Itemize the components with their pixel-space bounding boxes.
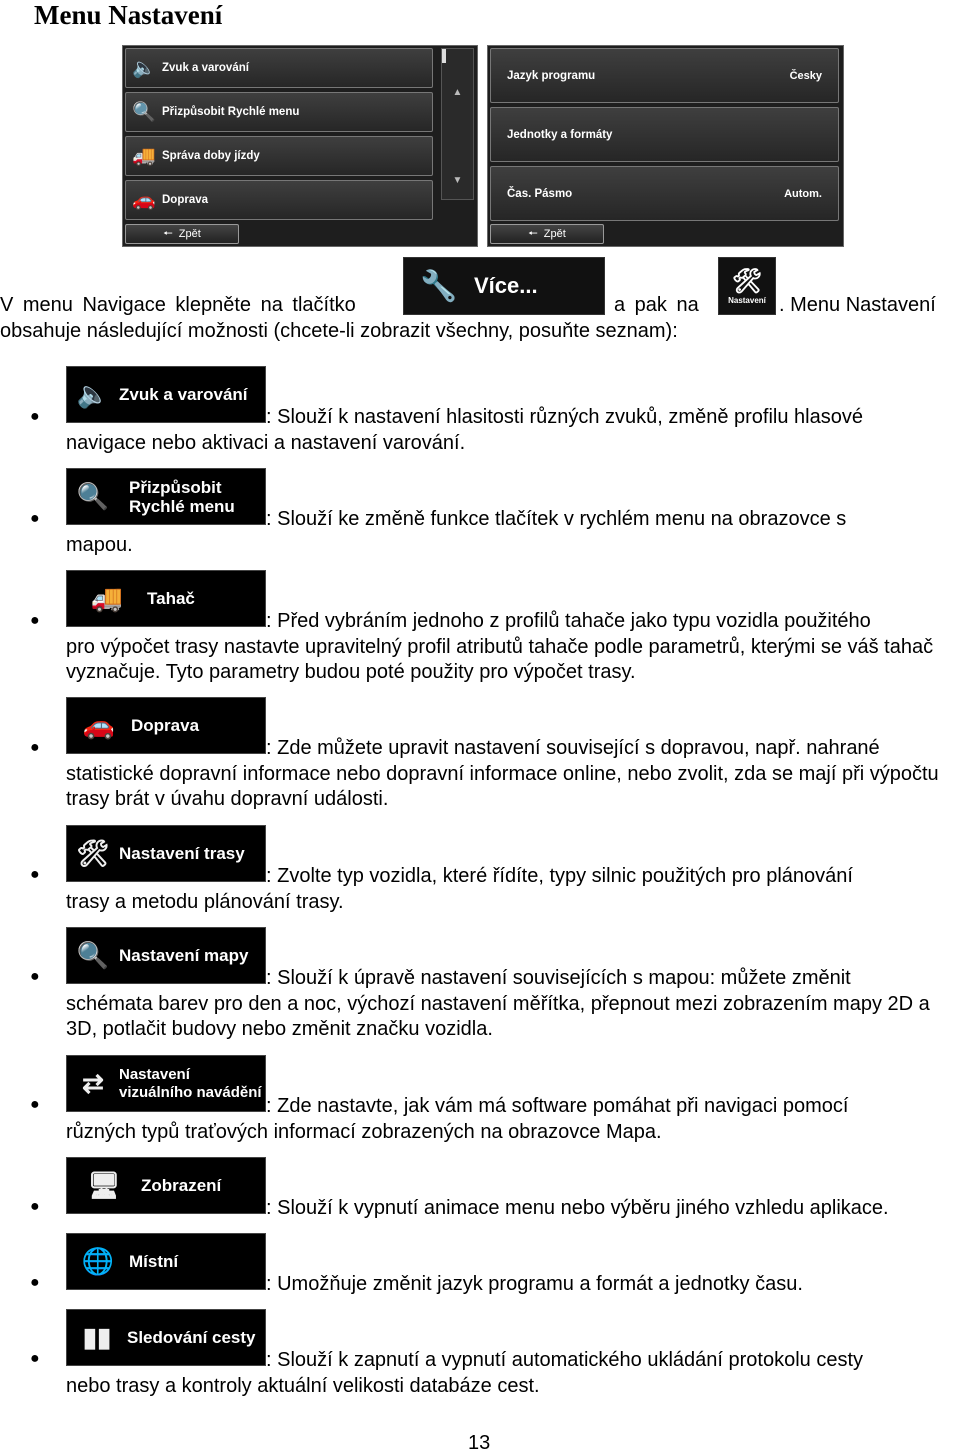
- globe-icon: 🌐: [81, 1246, 115, 1276]
- menu-row-units[interactable]: Jednotky a formáty: [490, 107, 839, 162]
- map-settings-button[interactable]: 🔍 Nastavení mapy: [66, 927, 266, 984]
- magnifier-wrench-icon: 🔍: [76, 481, 110, 511]
- turn-arrows-icon: ⇄: [82, 1068, 104, 1098]
- intro-line-2: obsahuje následující možnosti (chcete-li zobrazit všechny, posuňte seznam):: [0, 320, 678, 342]
- arrow-left-icon: 🠔: [528, 227, 538, 240]
- wrench-hand-icon: 🔧: [420, 269, 458, 303]
- back-button[interactable]: 🠔 Zpět: [125, 224, 239, 244]
- settings-screen-left: [122, 45, 478, 247]
- more-button[interactable]: 🔧 Více...: [403, 257, 605, 315]
- scrollbar[interactable]: [441, 48, 474, 200]
- monitor-icon: 🖥: [87, 1170, 121, 1200]
- menu-row-timezone[interactable]: Čas. Pásmo Autom.: [490, 166, 839, 221]
- bullet: ●: [30, 1274, 40, 1291]
- page-number: 13: [468, 1432, 491, 1454]
- menu-row-sound[interactable]: 🔈 Zvuk a varování: [125, 48, 433, 88]
- sound-warnings-button[interactable]: 🔈 Zvuk a varování: [66, 366, 266, 423]
- visual-guidance-button[interactable]: ⇄ Nastavení vizuálního navádění: [66, 1055, 266, 1112]
- speaker-warning-icon: 🔈: [76, 379, 110, 409]
- settings-button[interactable]: 🛠 Nastavení: [718, 257, 776, 315]
- truck-button[interactable]: 🚚 Tahač: [66, 570, 266, 627]
- item-description: : Slouží k nastavení hlasitosti různých zvuků, změně profilu hlasové navigace nebo aktivaci a nastavení varování.: [66, 406, 863, 454]
- item-description: : Zvolte typ vozidla, které řídíte, typy silnic použitých pro plánování trasy a metodu plánování trasy.: [66, 865, 853, 913]
- item-description: : Umožňuje změnit jazyk programu a formát a jednotky času.: [266, 1273, 803, 1295]
- bullet: ●: [30, 739, 40, 756]
- page-title: Menu Nastavení: [34, 0, 223, 30]
- traffic-cars-icon: 🚗: [132, 190, 156, 211]
- scroll-up-icon[interactable]: ▲: [452, 87, 463, 98]
- menu-row-traffic[interactable]: 🚗 Doprava: [125, 180, 433, 220]
- truck-icon: 🚚: [132, 146, 156, 167]
- arrow-left-icon: 🠔: [163, 227, 173, 240]
- item-description: : Před vybráním jednoho z profilů tahače jako typu vozidla použitého pro výpočet trasy nastavte upravitelný profil atributů tahače podle parametrů, kterými se váš tahač vyznačuje. Tyto parametry budou poté použity pro výpočet trasy.: [66, 610, 934, 683]
- traffic-cars-icon: 🚗: [82, 710, 116, 740]
- customize-quick-menu-button[interactable]: 🔍 Přizpůsobit Rychlé menu: [66, 468, 266, 525]
- item-description: : Zde nastavte, jak vám má software pomáhat při navigaci pomocí různých typů traťových informací zobrazených na obrazovce Mapa.: [66, 1095, 849, 1143]
- speaker-warning-icon: 🔈: [132, 58, 156, 79]
- bullet: ●: [30, 968, 40, 985]
- item-description: : Slouží k úpravě nastavení souvisejících s mapou: můžete změnit schémata barev pro den a noc, výchozí nastavení měřítka, přepnout mezi zobrazením mapy 2D a 3D, potlačit budovy nebo změnit značku vozidla.: [66, 967, 930, 1040]
- menu-row-language[interactable]: Jazyk programu Česky: [490, 48, 839, 103]
- scroll-down-icon[interactable]: ▼: [452, 175, 463, 186]
- item-description: : Slouží ke změně funkce tlačítek v rychlém menu na obrazovce s mapou.: [66, 508, 847, 556]
- bullet: ●: [30, 866, 40, 883]
- bar-chart-icon: ▮▮: [82, 1322, 112, 1352]
- bullet: ●: [30, 408, 40, 425]
- bullet: ●: [30, 1096, 40, 1113]
- bullet: ●: [30, 612, 40, 629]
- item-description: : Slouží k zapnutí a vypnutí automatického ukládání protokolu cesty nebo trasy a kontroly aktuální velikosti databáze cest.: [66, 1349, 864, 1397]
- display-button[interactable]: 🖥 Zobrazení: [66, 1157, 266, 1214]
- bullet: ●: [30, 1350, 40, 1367]
- magnifier-wrench-icon: 🔍: [132, 102, 156, 123]
- item-description: : Slouží k vypnutí animace menu nebo výběru jiného vzhledu aplikace.: [266, 1197, 889, 1219]
- menu-row-quick-menu[interactable]: 🔍 Přizpůsobit Rychlé menu: [125, 92, 433, 132]
- bullet: ●: [30, 1198, 40, 1215]
- back-button[interactable]: 🠔 Zpět: [490, 224, 604, 244]
- truck-icon: 🚚: [90, 583, 124, 613]
- bullet: ●: [30, 510, 40, 527]
- scroll-thumb[interactable]: [442, 49, 446, 63]
- menu-row-driving-time[interactable]: 🚚 Správa doby jízdy: [125, 136, 433, 176]
- wrench-screwdriver-icon: 🛠: [76, 838, 110, 868]
- traffic-button[interactable]: 🚗 Doprava: [66, 697, 266, 754]
- route-settings-button[interactable]: 🛠 Nastavení trasy: [66, 825, 266, 882]
- regional-button[interactable]: 🌐 Místní: [66, 1233, 266, 1290]
- wrench-screwdriver-icon: 🛠: [731, 267, 763, 295]
- item-description: : Zde můžete upravit nastavení související s dopravou, např. nahrané statistické dopravní informace nebo dopravní informace online, nebo zvolit, zda se mají při výpočtu trasy brát v úvahu dopravní události.: [66, 737, 939, 810]
- trip-monitor-button[interactable]: ▮▮ Sledování cesty: [66, 1309, 266, 1366]
- settings-screen-right: [487, 45, 844, 247]
- magnifier-wrench-icon: 🔍: [76, 940, 110, 970]
